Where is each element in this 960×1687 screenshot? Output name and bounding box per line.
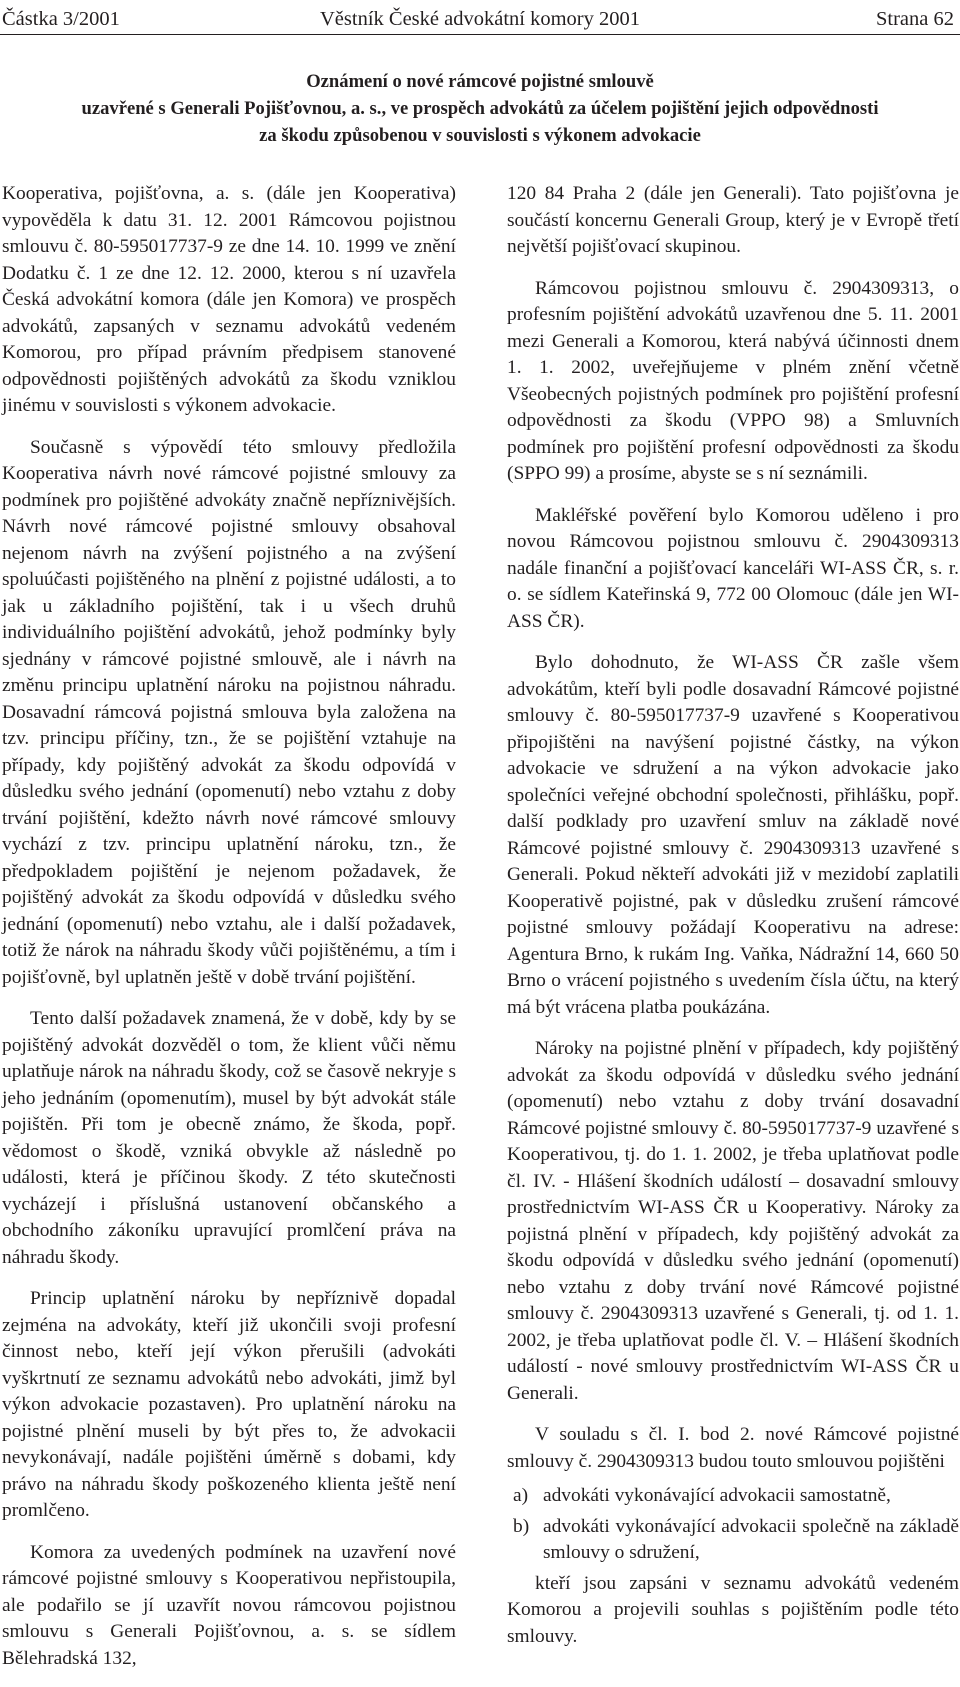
paragraph: Tento další požadavek znamená, že v době, kdy by se pojištěný advokát dozvěděl o tom, že klient vůči němu uplatňuje nárok na náhradu škody, což se časově nekryje s jeho jednáním (opomenutím), musel by být advokát stále pojištěn. Při tom je obecně známo, že škoda, popř. vědomost o škodě, vzniká obvykle až následně po události, která je příčinou škody. Z této skutečnosti vycházejí i příslušná ustanovení občanského a obchodního zákoníku upravující promlčení práva na náhradu škody.	[2, 1008, 456, 1268]
running-header	[0, 4, 960, 34]
list-marker: b)	[513, 1515, 530, 1537]
paragraph: Princip uplatnění nároku by nepříznivě dopadal zejména na advokáty, kteří již ukončili svoji profesní činnost nebo, kteří její výkon přerušili (advokáti vyškrtnutí ze seznamu advokátů nebo advokáti, jimž byl výkon advokacie pozastaven). Pro uplatnění nároku na pojistné plnění museli by být přes to, že advokacii nevykonávají, nadále pojištěni úměrně s dobami, kdy právo na náhradu škody poškozeného klienta ještě není promlčeno.	[2, 1288, 456, 1521]
page-number: Strana 62	[876, 8, 954, 30]
list-item	[507, 1514, 959, 1567]
title-line-1: Oznámení o nové rámcové pojistné smlouvě	[306, 71, 654, 92]
paragraph: Makléřské pověření bylo Komorou uděleno i pro novou Rámcovou pojistnou smlouvu č. 2904309313 nadále finanční a pojišťovací kanceláři WI-ASS ČR, s. r. o. se sídlem Kateřinská 9, 772 00 Olomouc (dále jen WI-ASS ČR).	[507, 504, 959, 632]
paragraph: V souladu s čl. I. bod 2. nové Rámcové pojistné smlouvy č. 2904309313 budou touto smlouvou pojištěni	[507, 1424, 959, 1472]
paragraph: 120 84 Praha 2 (dále jen Generali). Tato pojišťovna je součástí koncernu Generali Group, který je v Evropě třetí největší pojišťovací skupinou.	[507, 183, 959, 257]
right-column	[507, 181, 959, 1665]
list-item-text: advokáti vykonávající advokacii společně na základě smlouvy o sdružení,	[543, 1515, 959, 1563]
paragraph: kteří jsou zapsáni v seznamu advokátů vedeném Komorou a projevili souhlas s pojištěním podle této smlouvy.	[507, 1572, 959, 1647]
title-line-2: uzavřené s Generali Pojišťovnou, a. s., ve prospěch advokátů za účelem pojištění jejich odpovědnosti	[81, 98, 879, 119]
insured-list	[507, 1483, 959, 1567]
paragraph: Současně s výpovědí této smlouvy předložila Kooperativa návrh nové rámcové pojistné smlouvy za podmínek pro pojištěné advokáty značně nepříznivějších. Návrh nové rámcové pojistné smlouvy obsahoval nejenom návrh na zvýšení pojistného a na zvýšení spoluúčasti pojištěného na plnění z pojistné události, a to jak u základního pojištění, tak i u všech druhů individuálního pojištění advokátů, jehož podmínky byly sjednány v rámcové pojistné smlouvě, ale i návrh na změnu principu uplatnění nároku na pojistnou náhradu. Dosavadní rámcová pojistná smlouva byla založena na tzv. principu příčiny, tzn., že se pojištění vztahuje na případy, kdy pojištěný advokát za škodu odpovídá v důsledku svého jednání (opomenutí) nebo vztahu z doby trvání pojištění, kdežto návrh nové rámcové smlouvy vychází z tzv. principu uplatnění nároku, tzn., že předpokladem pojištění je nejenom požadavek, že pojištěný advokát za škodu odpovídá v důsledku svého jednání (opomenutí) nebo vztahu, ale i další požadavek, totiž že nárok na náhradu škody vůči pojištěnému, a tím i pojišťovně, byl uplatněn ještě v době trvání pojištění.	[2, 436, 456, 988]
header-rule	[0, 34, 960, 35]
list-marker: a)	[513, 1485, 529, 1506]
paragraph: Bylo dohodnuto, že WI-ASS ČR zašle všem advokátům, kteří byli podle dosavadní Rámcové pojistné smlouvy č. 80-595017737-9 uzavřené s Kooperativou připojištěni na navýšení pojistné částky, na výkon advokacie ve sdružení a na výkon advokacie jako společníci veřejné obchodní společnosti, přihlášku, popř. další podklady pro uzavření smluv na základě nové Rámcové pojistné smlouvy č. 2904309313 uzavřené s Generali. Pokud někteří advokáti již v mezidobí zaplatili Kooperativě pojistné, pak v důsledku zrušení rámcové pojistné smlouvy požádají Kooperativu na adrese: Agentura Brno, k rukám Ing. Vaňka, Nádražní 14, 660 50 Brno o vrácení pojistného s uvedením čísla účtu, na který má být vrácena platba poukázána.	[507, 652, 959, 1018]
paragraph: Komora za uvedených podmínek na uzavření nové rámcové pojistné smlouvy s Kooperativou nepřistoupila, ale podařilo se jí uzavřít novou rámcovou pojistnou smlouvu s Generali Pojišťovnou, a. s. se sídlem Bělehradská 132,	[2, 1541, 456, 1669]
title-line-3: za škodu způsobenou v souvislosti s výkonem advokacie	[259, 125, 701, 146]
list-item-text: advokáti vykonávající advokacii samostatně,	[543, 1485, 891, 1506]
issue-number: Částka 3/2001	[2, 8, 120, 30]
journal-title: Věstník České advokátní komory 2001	[320, 8, 640, 30]
paragraph: Kooperativa, pojišťovna, a. s. (dále jen Kooperativa) vypověděla k datu 31. 12. 2001 Rámcovou pojistnou smlouvu č. 80-595017737-9 ze dne 14. 10. 1999 ve znění Dodatku č. 1 ze dne 12. 12. 2000, kterou s ní uzavřela Česká advokátní komora (dále jen Komora) ve prospěch advokátů, zapsaných v seznamu advokátů vedeném Komorou, pro případ právním předpisem stanovené odpovědnosti pojištěných advokátů za škodu vzniklou jinému v souvislosti s výkonem advokacie.	[2, 183, 456, 416]
list-item	[507, 1483, 959, 1510]
paragraph: Rámcovou pojistnou smlouvu č. 2904309313, o profesním pojištění advokátů uzavřenou dne 5. 11. 2001 mezi Generali a Komorou, která nabývá účinnosti dnem 1. 1. 2002, uveřejňujeme v plném znění včetně Všeobecných pojistných podmínek pro pojištění profesní odpovědnosti za škodu (VPPO 98) a Smluvních podmínek pro pojištění profesní odpovědnosti za škodu (SPPO 99) a prosíme, abyste se s ní seznámili.	[507, 277, 959, 484]
paragraph: Nároky na pojistné plnění v případech, kdy pojištěný advokát za škodu odpovídá v důsledku svého jednání (opomenutí) nebo vztahu z doby trvání dosavadní Rámcové pojistné smlouvy č. 80-595017737-9 uzavřené s Kooperativou, tj. do 1. 1. 2002, je třeba uplatňovat podle čl. IV. - Hlášení škodních událostí – dosavadní smlouvy prostřednictvím WI-ASS ČR u Kooperativy. Nároky za pojistná plnění v případech, kdy pojištěný advokát za škodu odpovídá v důsledku svého jednání (opomenutí) nebo vztahu z doby trvání nové Rámcové pojistné smlouvy č. 2904309313 uzavřené s Generali, tj. od 1. 1. 2002, je třeba uplatňovat podle čl. V. – Hlášení škodních událostí - nové smlouvy prostřednictvím WI-ASS ČR u Generali.	[507, 1038, 959, 1404]
left-column	[2, 181, 456, 1687]
article-title	[0, 68, 960, 149]
